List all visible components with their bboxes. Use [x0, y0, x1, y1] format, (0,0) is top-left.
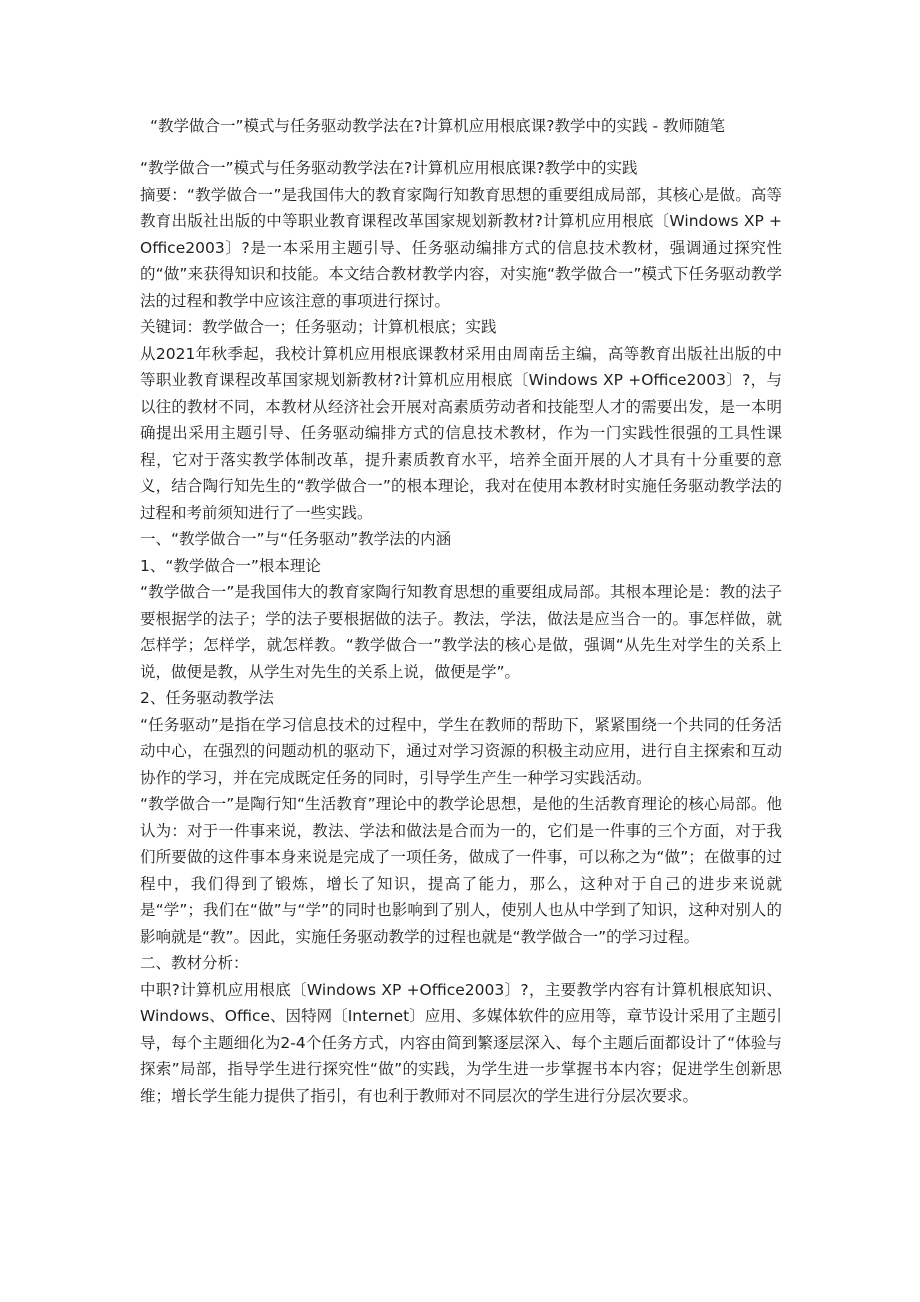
document-body: [140, 155, 782, 1109]
section-heading-2: 二、教材分析：: [140, 954, 249, 972]
intro-paragraph: 从2021年秋季起，我校计算机应用根底课教材采用由周南岳主编，高等教育出版社出版的中等职业教育课程改革国家规划新教材?计算机应用根底〔Windows XP +Office2003〕?，与以往的教材不同，本教材从经济社会开展对高素质劳动者和技能型人才的需要出发，是一本明确提出采用主题引导、任务驱动编排方式的信息技术教材，作为一门实践性很强的工具性课程，它对于落实教学体制改革，提升素质教育水平，培养全面开展的人才具有十分重要的意义，结合陶行知先生的“教学做合一”的根本理论，我对在使用本教材时实施任务驱动教学法的过程和考前须知进行了一些实践。: [140, 344, 782, 522]
body-paragraph: 中职?计算机应用根底〔Windows XP +Office2003〕?，主要教学内容有计算机根底知识、Windows、Office、因特网〔Internet〕应用、多媒体软件的应用等，章节设计采用了主题引导，每个主题细化为2-4个任务方式，内容由简到繁逐层深入、每个主题后面都设计了“体验与探索”局部，指导学生进行探究性“做”的实践，为学生进一步掌握书本内容；促进学生创新思维；增长学生能力提供了指引，有也利于教师对不同层次的学生进行分层次要求。: [140, 980, 782, 1105]
keywords-paragraph: 关键词：教学做合一；任务驱动；计算机根底；实践: [140, 318, 497, 336]
abstract-paragraph: 摘要：“教学做合一”是我国伟大的教育家陶行知教育思想的重要组成局部，其核心是做。高等教育出版社出版的中等职业教育课程改革国家规划新教材?计算机应用根底〔Windows XP +Office2003〕?是一本采用主题引导、任务驱动编排方式的信息技术教材，强调通过探究性的“做”来获得知识和技能。本文结合教材教学内容，对实施“教学做合一”模式下任务驱动教学法的过程和教学中应该注意的事项进行探讨。: [140, 185, 782, 310]
document-title: “教学做合一”模式与任务驱动教学法在?计算机应用根底课?教学中的实践 - 教师随笔: [150, 117, 725, 135]
article-heading: “教学做合一”模式与任务驱动教学法在?计算机应用根底课?教学中的实践: [140, 159, 638, 177]
body-paragraph: “任务驱动”是指在学习信息技术的过程中，学生在教师的帮助下，紧紧围绕一个共同的任务活动中心，在强烈的问题动机的驱动下，通过对学习资源的积极主动应用，进行自主探索和互动协作的学习，并在完成既定任务的同时，引导学生产生一种学习实践活动。: [140, 715, 782, 787]
body-paragraph: “教学做合一”是陶行知“生活教育”理论中的教学论思想，是他的生活教育理论的核心局部。他认为：对于一件事来说，教法、学法和做法是合而为一的，它们是一件事的三个方面，对于我们所要做的这件事本身来说是完成了一项任务，做成了一件事，可以称之为“做”；在做事的过程中，我们得到了锻炼，增长了知识，提高了能力，那么，这种对于自己的进步来说就是“学”；我们在“做”与“学”的同时也影响到了别人，使别人也从中学到了知识，这种对别人的影响就是“教”。因此，实施任务驱动教学的过程也就是“教学做合一”的学习过程。: [140, 795, 782, 946]
subsection-heading-2: 2、任务驱动教学法: [140, 689, 274, 707]
section-heading-1: 一、“教学做合一”与“任务驱动”教学法的内涵: [140, 530, 452, 548]
subsection-heading-1: 1、“教学做合一”根本理论: [140, 556, 321, 575]
body-paragraph: “教学做合一”是我国伟大的教育家陶行知教育思想的重要组成局部。其根本理论是：教的法子要根据学的法子；学的法子要根据做的法子。教法，学法，做法是应当合一的。事怎样做，就怎样学；怎样学，就怎样教。“教学做合一”教学法的核心是做，强调“从先生对学生的关系上说，做便是教，从学生对先生的关系上说，做便是学”。: [140, 583, 782, 681]
